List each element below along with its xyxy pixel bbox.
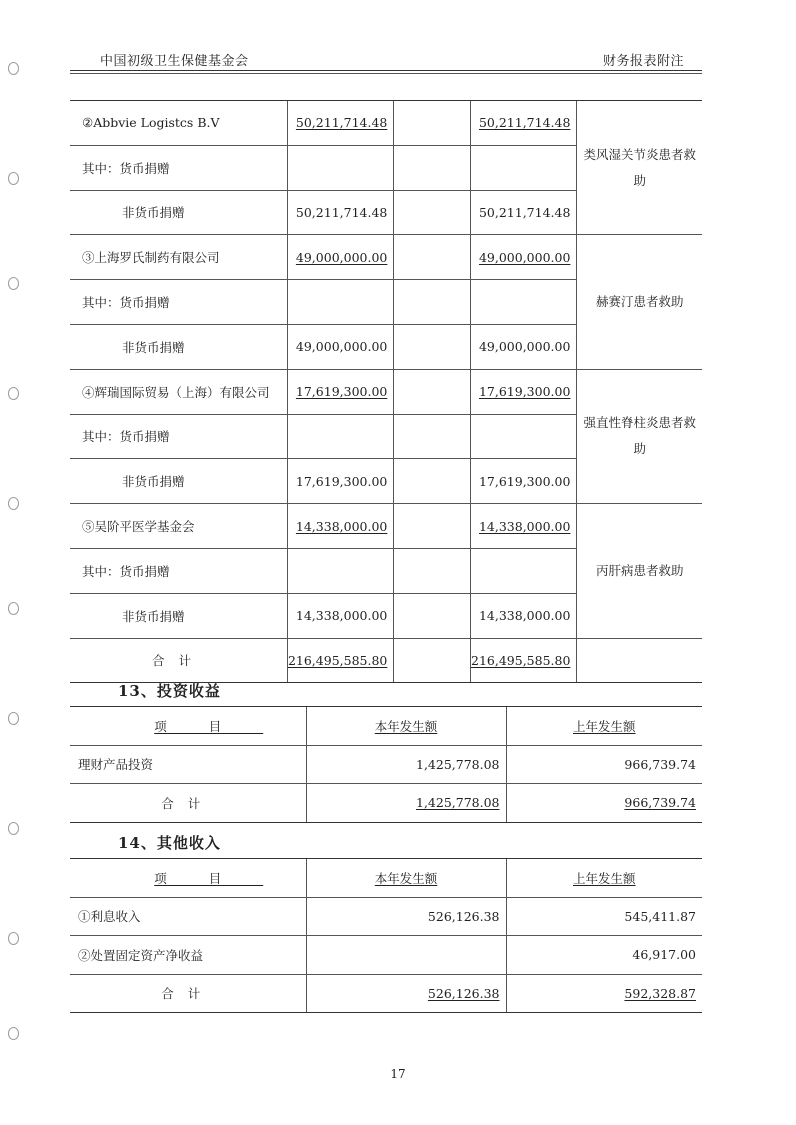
binder-hole [8, 712, 19, 725]
donor-prior-amount: 14,338,000.00 [471, 504, 577, 549]
total-label: 合计 [70, 638, 287, 683]
row-item: 理财产品投资 [70, 745, 306, 784]
noncash-donation-label: 非货币捐赠 [70, 324, 287, 369]
binder-hole [8, 1027, 19, 1040]
donor-prior-amount: 17,619,300.00 [471, 369, 577, 414]
column-header-current: 本年发生额 [374, 718, 438, 734]
binder-hole [8, 62, 19, 75]
total-label: 合计 [70, 784, 306, 823]
total-row [70, 974, 702, 1013]
noncash-prior: 49,000,000.00 [471, 324, 577, 369]
column-header-item: 项目 [154, 870, 264, 886]
binder-hole [8, 277, 19, 290]
donation-purpose: 赫赛汀患者救助 [577, 235, 702, 369]
column-header-prior: 上年发生额 [572, 718, 636, 734]
table-row [70, 101, 702, 146]
noncash-current: 50,211,714.48 [287, 190, 393, 235]
noncash-current: 49,000,000.00 [287, 324, 393, 369]
donor-prior-amount: 50,211,714.48 [471, 101, 577, 146]
donation-purpose: 类风湿关节炎患者救助 [577, 101, 702, 235]
other-income-table [70, 858, 702, 1013]
cash-prior [471, 548, 577, 593]
noncash-donation-label: 非货币捐赠 [70, 459, 287, 504]
table-header-row [70, 859, 702, 898]
row-prior: 545,411.87 [506, 897, 702, 936]
binder-hole [8, 497, 19, 510]
donations-table [70, 100, 702, 683]
cash-current [287, 548, 393, 593]
donor-current-amount: 14,338,000.00 [287, 504, 393, 549]
total-row [70, 638, 702, 683]
table-row [70, 369, 702, 414]
total-label: 合计 [70, 974, 306, 1013]
table-row [70, 897, 702, 936]
row-item: ②处置固定资产净收益 [70, 936, 306, 975]
binder-hole [8, 387, 19, 400]
noncash-donation-label: 非货币捐赠 [70, 190, 287, 235]
donor-current-amount: 49,000,000.00 [287, 235, 393, 280]
row-current: 526,126.38 [306, 897, 506, 936]
table-row [70, 745, 702, 784]
donor-name: ④辉瑞国际贸易（上海）有限公司 [70, 369, 287, 414]
cash-donation-label: 其中：货币捐赠 [70, 145, 287, 190]
table-header-row [70, 707, 702, 746]
cash-donation-label: 其中：货币捐赠 [70, 280, 287, 325]
noncash-prior: 50,211,714.48 [471, 190, 577, 235]
binder-hole [8, 602, 19, 615]
row-prior: 46,917.00 [506, 936, 702, 975]
donor-name: ③上海罗氏制药有限公司 [70, 235, 287, 280]
column-header-prior: 上年发生额 [572, 870, 636, 886]
header-section: 财务报表附注 [602, 54, 684, 69]
noncash-prior: 17,619,300.00 [471, 459, 577, 504]
investment-income-table [70, 706, 702, 823]
cash-current [287, 145, 393, 190]
table-row [70, 936, 702, 975]
cash-donation-label: 其中：货币捐赠 [70, 548, 287, 593]
noncash-prior: 14,338,000.00 [471, 593, 577, 638]
total-prior: 966,739.74 [506, 784, 702, 823]
total-current: 526,126.38 [306, 974, 506, 1013]
total-prior: 216,495,585.80 [471, 638, 577, 683]
total-prior: 592,328.87 [506, 974, 702, 1013]
cash-prior [471, 414, 577, 459]
cash-prior [471, 280, 577, 325]
total-current: 216,495,585.80 [287, 638, 393, 683]
row-current [306, 936, 506, 975]
total-row [70, 784, 702, 823]
row-prior: 966,739.74 [506, 745, 702, 784]
section-title-other-income: 14、其他收入 [118, 834, 221, 852]
binder-hole [8, 172, 19, 185]
noncash-donation-label: 非货币捐赠 [70, 593, 287, 638]
header-rule [70, 73, 702, 74]
cash-prior [471, 145, 577, 190]
table-row [70, 235, 702, 280]
binder-hole [8, 932, 19, 945]
header-rule [70, 70, 702, 71]
binder-hole [8, 822, 19, 835]
column-header-current: 本年发生额 [374, 870, 438, 886]
donor-name: ②Abbvie Logistcs B.V [70, 101, 287, 146]
donor-current-amount: 50,211,714.48 [287, 101, 393, 146]
column-header-item: 项目 [154, 718, 264, 734]
cash-donation-label: 其中：货币捐赠 [70, 414, 287, 459]
donation-purpose: 强直性脊柱炎患者救助 [577, 369, 702, 503]
row-current: 1,425,778.08 [306, 745, 506, 784]
noncash-current: 14,338,000.00 [287, 593, 393, 638]
cash-current [287, 280, 393, 325]
row-item: ①利息收入 [70, 897, 306, 936]
noncash-current: 17,619,300.00 [287, 459, 393, 504]
total-current: 1,425,778.08 [306, 784, 506, 823]
cash-current [287, 414, 393, 459]
donor-name: ⑤吴阶平医学基金会 [70, 504, 287, 549]
section-title-investment: 13、投资收益 [118, 682, 221, 700]
donation-purpose: 丙肝病患者救助 [577, 504, 702, 638]
page-number: 17 [390, 1067, 406, 1081]
donor-prior-amount: 49,000,000.00 [471, 235, 577, 280]
donor-current-amount: 17,619,300.00 [287, 369, 393, 414]
header-organization: 中国初级卫生保健基金会 [100, 54, 249, 69]
table-row [70, 504, 702, 549]
